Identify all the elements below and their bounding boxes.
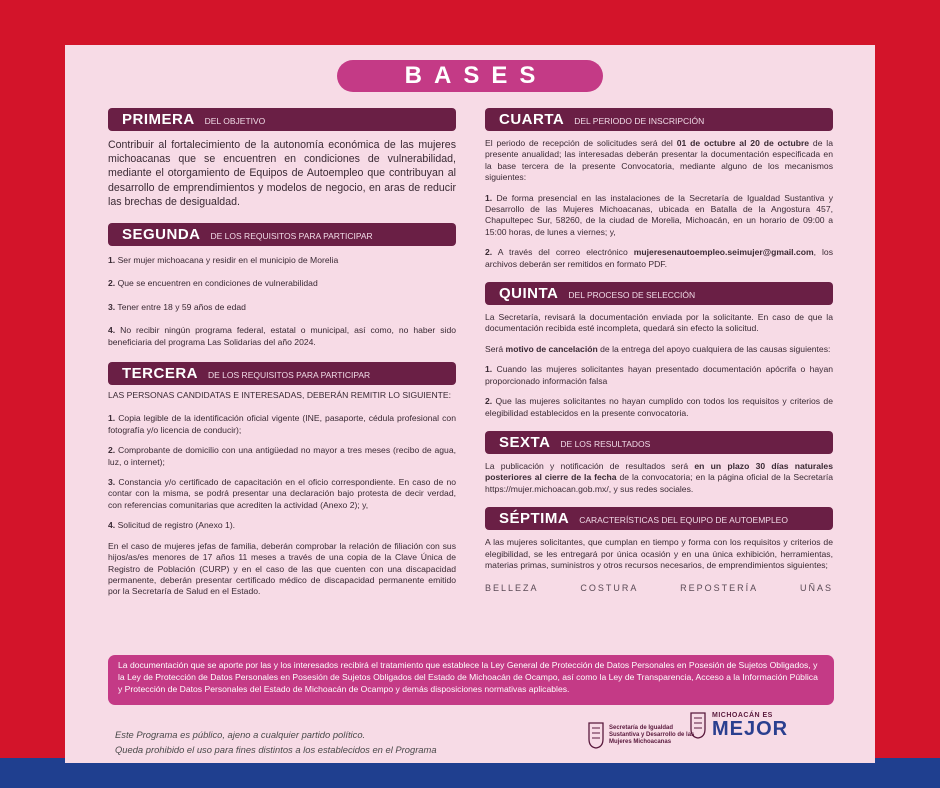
section-subtitle: DEL PROCESO DE SELECCIÓN <box>568 290 696 301</box>
list-item: 3. Tener entre 18 y 59 años de edad <box>108 301 246 312</box>
list-item: 1. Copia legible de la identificación oficial vigente (INE, pasaporte, cédula profesional con fotografía y/o licencia de conducir); <box>108 413 456 435</box>
list-item: 2. Comprobante de domicilio con una antigüedad no mayor a tres meses (recibo de agua, luz, o internet); <box>108 445 457 467</box>
logo-wordmark: MEJOR <box>712 717 789 740</box>
section-subtitle: DEL PERIODO DE INSCRIPCIÓN <box>574 116 705 126</box>
section-header-tercera <box>108 362 456 385</box>
section-header-segunda <box>108 223 456 246</box>
section-subtitle: DE LOS RESULTADOS <box>560 438 651 449</box>
section-title: CUARTA <box>499 111 565 128</box>
seimujer-logo <box>588 721 699 749</box>
section-title: PRIMERA <box>122 111 195 128</box>
section-subtitle: DE LOS REQUISITOS PARA PARTICIPAR <box>208 370 371 381</box>
section-subtitle: DE LOS REQUISITOS PARA PARTICIPAR <box>210 231 373 242</box>
michoacan-es-mejor-logo <box>690 711 788 739</box>
section-subtitle: CARACTERÍSTICAS DEL EQUIPO DE AUTOEMPLEO <box>579 515 788 526</box>
section-header-septima <box>485 507 833 530</box>
activity-label: COSTURA <box>580 583 639 594</box>
section-header-primera <box>108 108 456 131</box>
activity-label: UÑAS <box>799 583 833 594</box>
activities-list <box>485 583 833 593</box>
quinta-cancel: Será motivo de cancelación de la entrega del apoyo cualquiera de las causas siguientes: <box>485 343 831 354</box>
section-title: SEXTA <box>499 433 551 451</box>
primera-body: Contribuir al fortalecimiento de la autonomía económica de las mujeres michoacanas que se encuentren en condiciones de vulnerabilidad, mediante el otorgamiento de Equipos de Autoempleo que contribuyan al desarrollo de emprendimientos y modelos de negocio, en aras de reducir las brechas de desigualdad. <box>108 139 456 208</box>
section-title: SEGUNDA <box>122 226 201 244</box>
logo-tagline: MICHOACÁN ES <box>712 711 773 719</box>
list-item: 4. Solicitud de registro (Anexo 1). <box>108 520 236 531</box>
list-item: 1. Cuando las mujeres solicitantes hayan presentado documentación apócrifa o hayan proporcionado información falsa <box>485 364 834 386</box>
coat-of-arms-icon <box>690 711 706 739</box>
list-item: 3. Constancia y/o certificado de capacitación en el oficio correspondiente. En caso de no contar con la misma, se podrá presentar una declaración bajo protesta de decir verdad, con referencias comunitarias que acrediten la actividad (Anexo 2); y, <box>108 477 457 510</box>
footer-line: Este Programa es público, ajeno a cualquier partido político. <box>115 729 366 740</box>
list-item: 1. De forma presencial en las instalaciones de la Secretaría de Igualdad Sustantiva y Desarrollo de las Mujeres Michoacanas, ubicada en Batalla de la Angostura 457, Chapultepec Sur, 58260, de la ciudad de Morelia, Michoacán, en un horario de 09:00 a 15:00 horas, de lunes a viernes; y, <box>485 192 833 237</box>
list-item: 2. A través del correo electrónico mujeresenautoempleo.seimujer@gmail.com, los archivos deberán ser remitidos en formato PDF. <box>485 247 834 269</box>
sexta-body: La publicación y notificación de resultados será en un plazo 30 días naturales posteriores al cierre de la fecha de la convocatoria; en la página oficial de la Secretaría https://mujer.michoacan.gob.mx/, y sus redes sociales. <box>485 460 833 494</box>
septima-body: A las mujeres solicitantes, que cumplan en tiempo y forma con los requisitos y criterios de elegibilidad, se les entregará por única ocasión y en una única exhibición, herramientas, materias primas, suministros y otros recursos necesarios, de emprendimientos siguientes; <box>485 537 833 570</box>
page-title: BASES <box>337 60 603 92</box>
seimujer-logo-text: Secretaría de Igualdad Sustantiva y Desarrollo de las Mujeres Michoacanas <box>609 724 695 745</box>
section-header-quinta <box>485 282 833 305</box>
cuarta-body: El periodo de recepción de solicitudes será del 01 de octubre al 20 de octubre de la presente anualidad; las interesadas deberán presentar la documentación especificada en la base tercera de la presente Convocatoria, mediante alguno de los mecanismos siguientes: <box>485 138 833 183</box>
activity-label: BELLEZA <box>485 583 539 594</box>
section-title: SÉPTIMA <box>499 510 570 528</box>
section-header-sexta <box>485 431 833 454</box>
left-column <box>108 108 456 598</box>
section-subtitle: DEL OBJETIVO <box>204 116 266 126</box>
list-item: 2. Que se encuentren en condiciones de vulnerabilidad <box>108 278 318 289</box>
tercera-intro: LAS PERSONAS CANDIDATAS E INTERESADAS, DEBERÁN REMITIR LO SIGUIENTE: <box>108 390 452 401</box>
email-link[interactable]: mujeresenautoempleo.seimujer@gmail.com <box>633 247 814 258</box>
list-item: 2. Que las mujeres solicitantes no hayan cumplido con todos los requisitos y criterios de elegibilidad establecidos en la presente convocatoria. <box>485 396 833 418</box>
footer-disclaimer <box>115 727 437 757</box>
section-title: QUINTA <box>499 285 559 303</box>
list-item: 4. No recibir ningún programa federal, estatal o municipal, así como, no haber sido beneficiaria del programa Las Solidarias del año 2024. <box>108 325 457 347</box>
footer-line: Queda prohibido el uso para fines distintos a los establecidos en el Programa <box>115 744 437 755</box>
list-item: 1. Ser mujer michoacana y residir en el municipio de Morelia <box>108 255 339 266</box>
document-sheet <box>65 45 875 763</box>
coat-of-arms-icon <box>588 721 604 749</box>
right-column <box>485 108 833 593</box>
tercera-closing: En el caso de mujeres jefas de familia, deberán comprobar la relación de filiación con sus hijos/as/es menores de 17 años 11 meses a través de una copia de la Clave Única de Registro de Población (CURP) y en el caso de las que cuenten con una discapacidad permanente, deberán presentar certificado médico de discapacidad permanente emitido por la Secretaría de Salud en el Estado. <box>108 540 456 597</box>
section-header-cuarta <box>485 108 833 131</box>
privacy-notice: La documentación que se aporte por las y los interesados recibirá el tratamiento que establece la Ley General de Protección de Datos Personales en Posesión de Sujetos Obligados, y la Ley de Protección de Datos Personales en Posesión de Sujetos Obligados del Estado de Michoacán de Ocampo, así como la Ley de Transparencia, Acceso a la Información Pública y Protección de Datos Personales del Estado de Michoacán de Ocampo y demás disposiciones normativas aplicables. <box>108 655 834 705</box>
activity-label: REPOSTERÍA <box>680 583 759 594</box>
quinta-body: La Secretaría, revisará la documentación enviada por la solicitante. En caso de que la documentación recibida esté incompleta, quedará sin efecto la solicitud. <box>485 312 833 334</box>
section-title: TERCERA <box>122 365 199 383</box>
